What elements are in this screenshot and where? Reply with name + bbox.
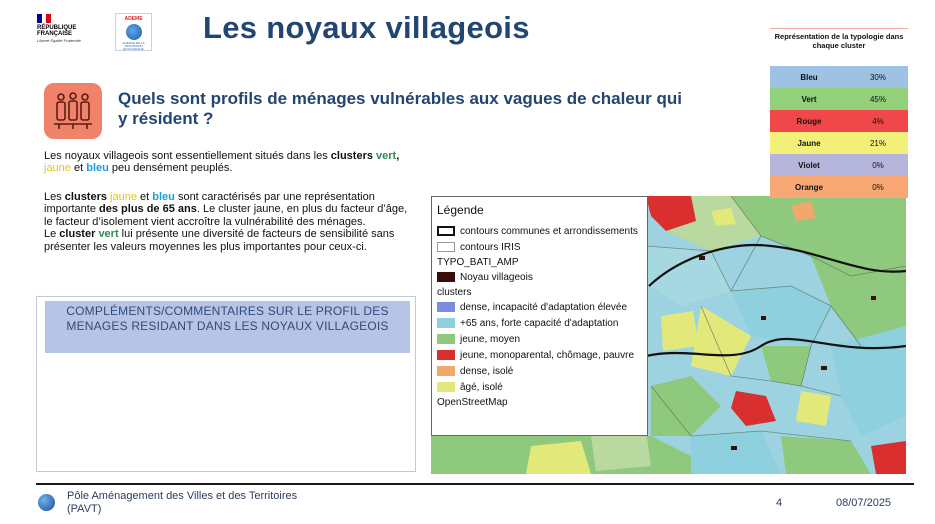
comments-box[interactable]: [36, 296, 416, 472]
paragraph-details: Les clusters jaune et bleu sont caractérisés par une représentation importante des plus de 65 ans. Le cluster jaune, en plus du facteur d’âge, le facteur d’isolement vient accroître la vulnérabilité des ménages. Le cluster vert lui présente une diversité de facteurs de sensibilité sans présenter les valeurs moyennes les plus importantes pour ceux-ci.: [44, 191, 408, 253]
ademe-logo-text: ADEME: [124, 16, 143, 22]
legend-swatch: [437, 242, 455, 252]
typology-percent: 0%: [872, 182, 884, 192]
legend-item-cluster: jeune, moyen: [437, 331, 642, 347]
footer-divider: [36, 483, 914, 485]
legend-item-cluster: dense, incapacité d'adaptation élevée: [437, 299, 642, 315]
word-jaune: jaune: [44, 162, 71, 175]
typology-percent: 4%: [872, 116, 884, 126]
page-number: 4: [776, 497, 783, 509]
paragraph-intro: Les noyaux villageois sont essentiellement situés dans les clusters vert, jaune et bleu peu densément peuplés.: [44, 150, 400, 175]
legend-item-cluster: dense, isolé: [437, 363, 642, 379]
rf-logo-text: RÉPUBLIQUE FRANÇAISE: [37, 25, 77, 37]
legend-swatch: [437, 334, 455, 344]
typology-row: [770, 66, 908, 88]
section-question: Quels sont profils de ménages vulnérables aux vagues de chaleur qui y résident ?: [118, 89, 683, 128]
typology-header: Représentation de la typologie dans chaque cluster: [770, 28, 908, 66]
typology-cluster-name: Orange: [794, 182, 823, 192]
word-vert: vert: [376, 150, 397, 162]
typology-cluster-name: Violet: [798, 160, 820, 170]
word-jaune: jaune: [110, 191, 137, 203]
ademe-logo: [115, 13, 152, 51]
legend-swatch: [437, 302, 455, 312]
republique-francaise-logo: [37, 14, 95, 60]
ademe-sub: AGENCE DE LA TRANSITION ÉCOLOGIQUE: [122, 41, 145, 51]
ministry-globe-icon: [38, 494, 55, 511]
typology-row: [770, 132, 908, 154]
typology-cluster-name: Rouge: [796, 116, 822, 126]
typology-row: [770, 110, 908, 132]
typology-row: [770, 154, 908, 176]
typology-row: [770, 176, 908, 198]
word-bleu: bleu: [152, 191, 175, 203]
legend-swatch: [437, 318, 455, 328]
population-icon: [44, 83, 102, 139]
typology-percent: 45%: [869, 94, 886, 104]
legend-title: Légende: [437, 203, 484, 217]
typology-percent: 0%: [872, 160, 884, 170]
legend-item-cluster: +65 ans, forte capacité d'adaptation: [437, 315, 642, 331]
legend-cluster-items: [437, 299, 642, 395]
typology-percent: 30%: [869, 72, 886, 82]
legend-item-cluster: âgé, isolé: [437, 379, 642, 395]
footer-date: 08/07/2025: [836, 497, 892, 509]
typology-row: [770, 88, 908, 110]
ademe-globe-icon: [126, 24, 142, 40]
legend-typo-label: TYPO_BATI_AMP: [437, 256, 519, 268]
legend-swatch: [437, 382, 455, 392]
legend-swatch: [437, 350, 455, 360]
legend-osm: OpenStreetMap: [437, 396, 508, 408]
page-title: Les noyaux villageois: [203, 10, 530, 45]
word-bleu: bleu: [86, 162, 109, 175]
typology-rows: [770, 66, 908, 198]
typology-table: [770, 28, 908, 198]
legend-swatch: [437, 366, 455, 376]
legend-item-contours-communes: contours communes et arrondissements: [437, 223, 642, 239]
legend-swatch: [437, 226, 455, 236]
french-flag-icon: [37, 14, 51, 23]
word-vert: vert: [98, 228, 119, 241]
legend-item-noyau: Noyau villageois: [437, 269, 642, 285]
footer-organization: Pôle Aménagement des Villes et des Territoires (PAVT): [67, 490, 298, 515]
legend-item-cluster: jeune, monoparental, chômage, pauvre: [437, 347, 642, 363]
legend-clusters-label: clusters: [437, 286, 472, 298]
typology-cluster-name: Jaune: [797, 138, 821, 148]
typology-cluster-name: Bleu: [800, 72, 818, 82]
legend-item-contours-iris: contours IRIS: [437, 239, 642, 255]
legend-swatch: [437, 272, 455, 282]
typology-cluster-name: Vert: [801, 94, 817, 104]
comments-header: COMPLÉMENTS/COMMENTAIRES SUR LE PROFIL DES MENAGES RESIDANT DANS LES NOYAUX VILLAGEOIS: [45, 301, 410, 353]
rf-motto: Liberté Égalité Fraternité: [37, 38, 81, 43]
map-legend: [431, 196, 648, 436]
typology-percent: 21%: [869, 138, 886, 148]
